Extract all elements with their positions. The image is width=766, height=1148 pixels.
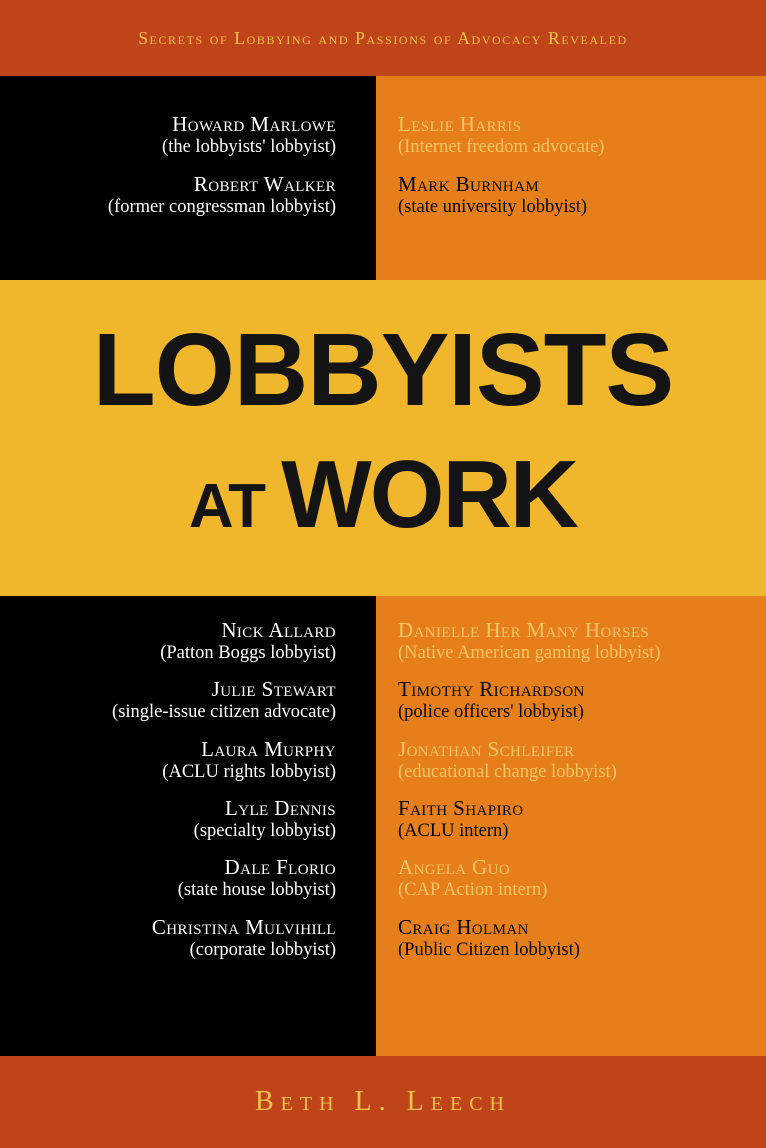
contributor-entry (398, 172, 766, 218)
contributor-entry (398, 112, 766, 158)
contributor-entry (398, 618, 766, 664)
lower-right-column (376, 596, 766, 1056)
contributor-entry (0, 855, 336, 901)
contributor-desc: (Internet freedom advocate) (398, 137, 605, 158)
contributor-name: Lyle Dennis (225, 795, 336, 820)
contributor-name: Christina Mulvihill (151, 914, 336, 939)
contributor-entry (0, 618, 336, 664)
contributor-desc: (the lobbyists' lobbyist) (162, 137, 336, 158)
contributor-entry (0, 796, 336, 842)
upper-contributor-block (0, 76, 766, 280)
contributor-desc: (ACLU rights lobbyist) (162, 761, 336, 782)
contributor-desc: (single-issue citizen advocate) (112, 702, 336, 723)
book-title-sub (0, 440, 766, 550)
book-title-work: WORK (281, 441, 578, 548)
cover-tagline: Secrets of Lobbying and Passions of Advocacy Revealed (138, 27, 628, 48)
author-bar (0, 1056, 766, 1148)
lower-left-column (0, 596, 376, 1056)
contributor-entry (398, 737, 766, 783)
contributor-desc: (Patton Boggs lobbyist) (160, 643, 336, 664)
contributor-desc: (corporate lobbyist) (189, 939, 336, 960)
upper-right-column (376, 76, 766, 280)
contributor-name: Robert Walker (193, 172, 336, 197)
contributor-name: Leslie Harris (398, 112, 522, 136)
contributor-name: Jonathan Schleifer (398, 736, 575, 761)
contributor-entry (398, 855, 766, 901)
contributor-entry (398, 796, 766, 842)
contributor-name: Nick Allard (221, 618, 336, 642)
contributor-name: Dale Florio (224, 855, 336, 880)
contributor-entry (0, 915, 336, 961)
contributor-entry (398, 677, 766, 723)
contributor-entry (0, 172, 336, 218)
contributor-entry (0, 677, 336, 723)
contributor-desc: (Public Citizen lobbyist) (398, 939, 580, 960)
book-title-main: LOBBYISTS (92, 312, 674, 427)
contributor-desc: (state house lobbyist) (177, 880, 336, 901)
contributor-desc: (former congressman lobbyist) (107, 197, 336, 218)
author-name: Beth L. Leech (255, 1086, 511, 1117)
contributor-desc: (Native American gaming lobbyist) (398, 643, 661, 664)
contributor-entry (0, 112, 336, 158)
contributor-name: Angela Guo (398, 855, 511, 880)
top-banner (0, 0, 766, 76)
contributor-desc: (ACLU intern) (398, 821, 509, 842)
contributor-name: Danielle Her Many Horses (398, 618, 650, 642)
contributor-entry (0, 737, 336, 783)
contributor-name: Mark Burnham (398, 172, 540, 197)
contributor-desc: (educational change lobbyist) (398, 761, 617, 782)
book-title-at: AT (188, 472, 282, 541)
contributor-name: Laura Murphy (201, 736, 336, 761)
contributor-name: Faith Shapiro (398, 795, 524, 820)
contributor-desc: (specialty lobbyist) (193, 821, 336, 842)
upper-left-column (0, 76, 376, 280)
contributor-desc: (state university lobbyist) (398, 197, 588, 218)
contributor-entry (398, 915, 766, 961)
contributor-desc: (CAP Action intern) (398, 880, 548, 901)
contributor-name: Craig Holman (398, 914, 529, 939)
contributor-name: Timothy Richardson (398, 677, 585, 702)
title-band (0, 280, 766, 596)
contributor-desc: (police officers' lobbyist) (398, 702, 584, 723)
contributor-name: Howard Marlowe (172, 112, 336, 136)
lower-contributor-block (0, 596, 766, 1056)
contributor-name: Julie Stewart (211, 677, 336, 702)
